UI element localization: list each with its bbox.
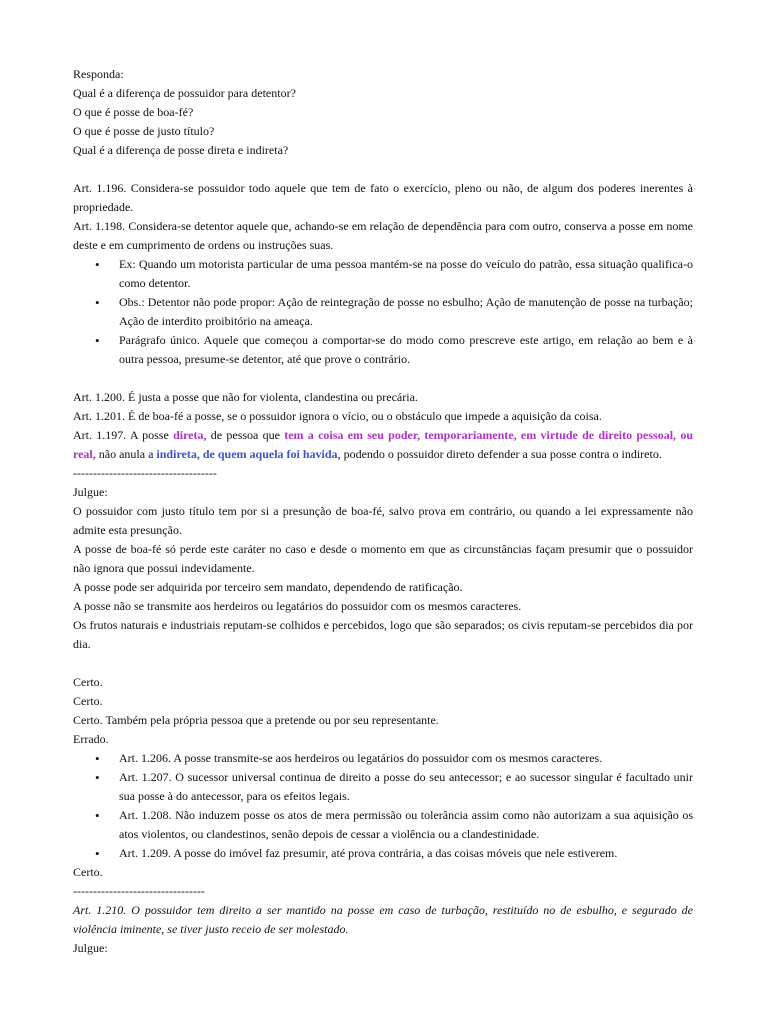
intro-heading: Responda: [73,67,124,81]
julgue-item: A posse de boa-fé só perde este caráter no caso e desde o momento em que as circunstâncias façam presumir que o possuidor não ignora que possui indevidamente. [73,542,693,575]
answer: Certo. [73,865,103,879]
art-1210: Art. 1.210. O possuidor tem direito a ser mantido na posse em caso de turbação, restituído no de esbulho, e segurado de violência iminente, se tiver justo receio de ser molestado. [73,903,693,936]
divider: --------------------------------- [73,884,205,898]
highlight-direta: direta [173,428,204,442]
art-1198: Art. 1.198. Considera-se detentor aquele que, achando-se em relação de dependência para com outro, conserva a posse em nome deste e em cumprimento de ordens ou instruções suas. [73,219,693,252]
document-page [73,65,693,958]
list-item: • Ex: Quando um motorista particular de uma pessoa mantém-se na posse do veículo do patrão, essa situação qualifica-o como detentor. [119,255,693,293]
answer: Certo. Também pela própria pessoa que a pretende ou por seu representante. [73,713,439,727]
art-1197 [73,426,693,464]
list-item: • Obs.: Detentor não pode propor: Ação de reintegração de posse no esbulho; Ação de manutenção de posse na turbação; Ação de interdito proibitório na ameaça. [119,293,693,331]
art-1197-text: não anula a [95,447,157,461]
julgue-heading: Julgue: [73,941,108,955]
answer: Certo. [73,694,103,708]
highlight-poder: tem a coisa em seu poder, temporariamente, em virtude de direito pessoal, ou real, [73,428,693,461]
art-1197-text: , de pessoa que [203,428,285,442]
highlight-indireta: indireta, de quem aquela foi havida [156,447,338,461]
list-item: • Parágrafo único. Aquele que começou a comportar-se do modo como prescreve este artigo, em relação ao bem e à outra pessoa, presume-se detentor, até que prove o contrário. [119,331,693,369]
art-1197-text: Art. 1.197. A posse [73,428,174,442]
julgue-item: A posse pode ser adquirida por terceiro sem mandato, dependendo de ratificação. [73,580,463,594]
question: O que é posse de justo título? [73,124,215,138]
julgue-item: O possuidor com justo título tem por si a presunção de boa-fé, salvo prova em contrário, ou quando a lei expressamente não admite esta presunção. [73,504,693,537]
answer: Errado. [73,732,109,746]
julgue-heading: Julgue: [73,485,108,499]
list-item: • Art. 1.207. O sucessor universal continua de direito a posse do seu antecessor; e ao sucessor singular é facultado unir sua posse à do antecessor, para os efeitos legais. [119,768,693,806]
question: Qual é a diferença de posse direta e indireta? [73,143,289,157]
divider: ------------------------------------ [73,466,217,480]
spacer [73,654,693,673]
detentor-bullet-list [73,255,693,369]
answer: Certo. [73,675,103,689]
question: O que é posse de boa-fé? [73,105,194,119]
art-1196: Art. 1.196. Considera-se possuidor todo aquele que tem de fato o exercício, pleno ou não, de algum dos poderes inerentes à propriedade. [73,181,693,214]
julgue-item: Os frutos naturais e industriais reputam-se colhidos e percebidos, logo que são separados; os civis reputam-se percebidos dia por dia. [73,618,693,651]
spacer [73,160,693,179]
list-item: • Art. 1.209. A posse do imóvel faz presumir, até prova contrária, a das coisas móveis que nele estiverem. [119,844,693,863]
spacer [73,369,693,388]
list-item: • Art. 1.208. Não induzem posse os atos de mera permissão ou tolerância assim como não autorizam a sua aquisição os atos violentos, ou clandestinos, senão depois de cessar a violência ou a clandestinidade. [119,806,693,844]
julgue-item: A posse não se transmite aos herdeiros ou legatários do possuidor com os mesmos caracteres. [73,599,522,613]
question: Qual é a diferença de possuidor para detentor? [73,86,296,100]
art-1200: Art. 1.200. É justa a posse que não for violenta, clandestina ou precária. [73,390,418,404]
art-1201: Art. 1.201. É de boa-fé a posse, se o possuidor ignora o vício, ou o obstáculo que impede a aquisição da coisa. [73,409,602,423]
list-item: • Art. 1.206. A posse transmite-se aos herdeiros ou legatários do possuidor com os mesmos caracteres. [119,749,693,768]
answer-bullet-list [73,749,693,863]
art-1197-text: , podendo o possuidor direto defender a sua posse contra o indireto. [337,447,662,461]
